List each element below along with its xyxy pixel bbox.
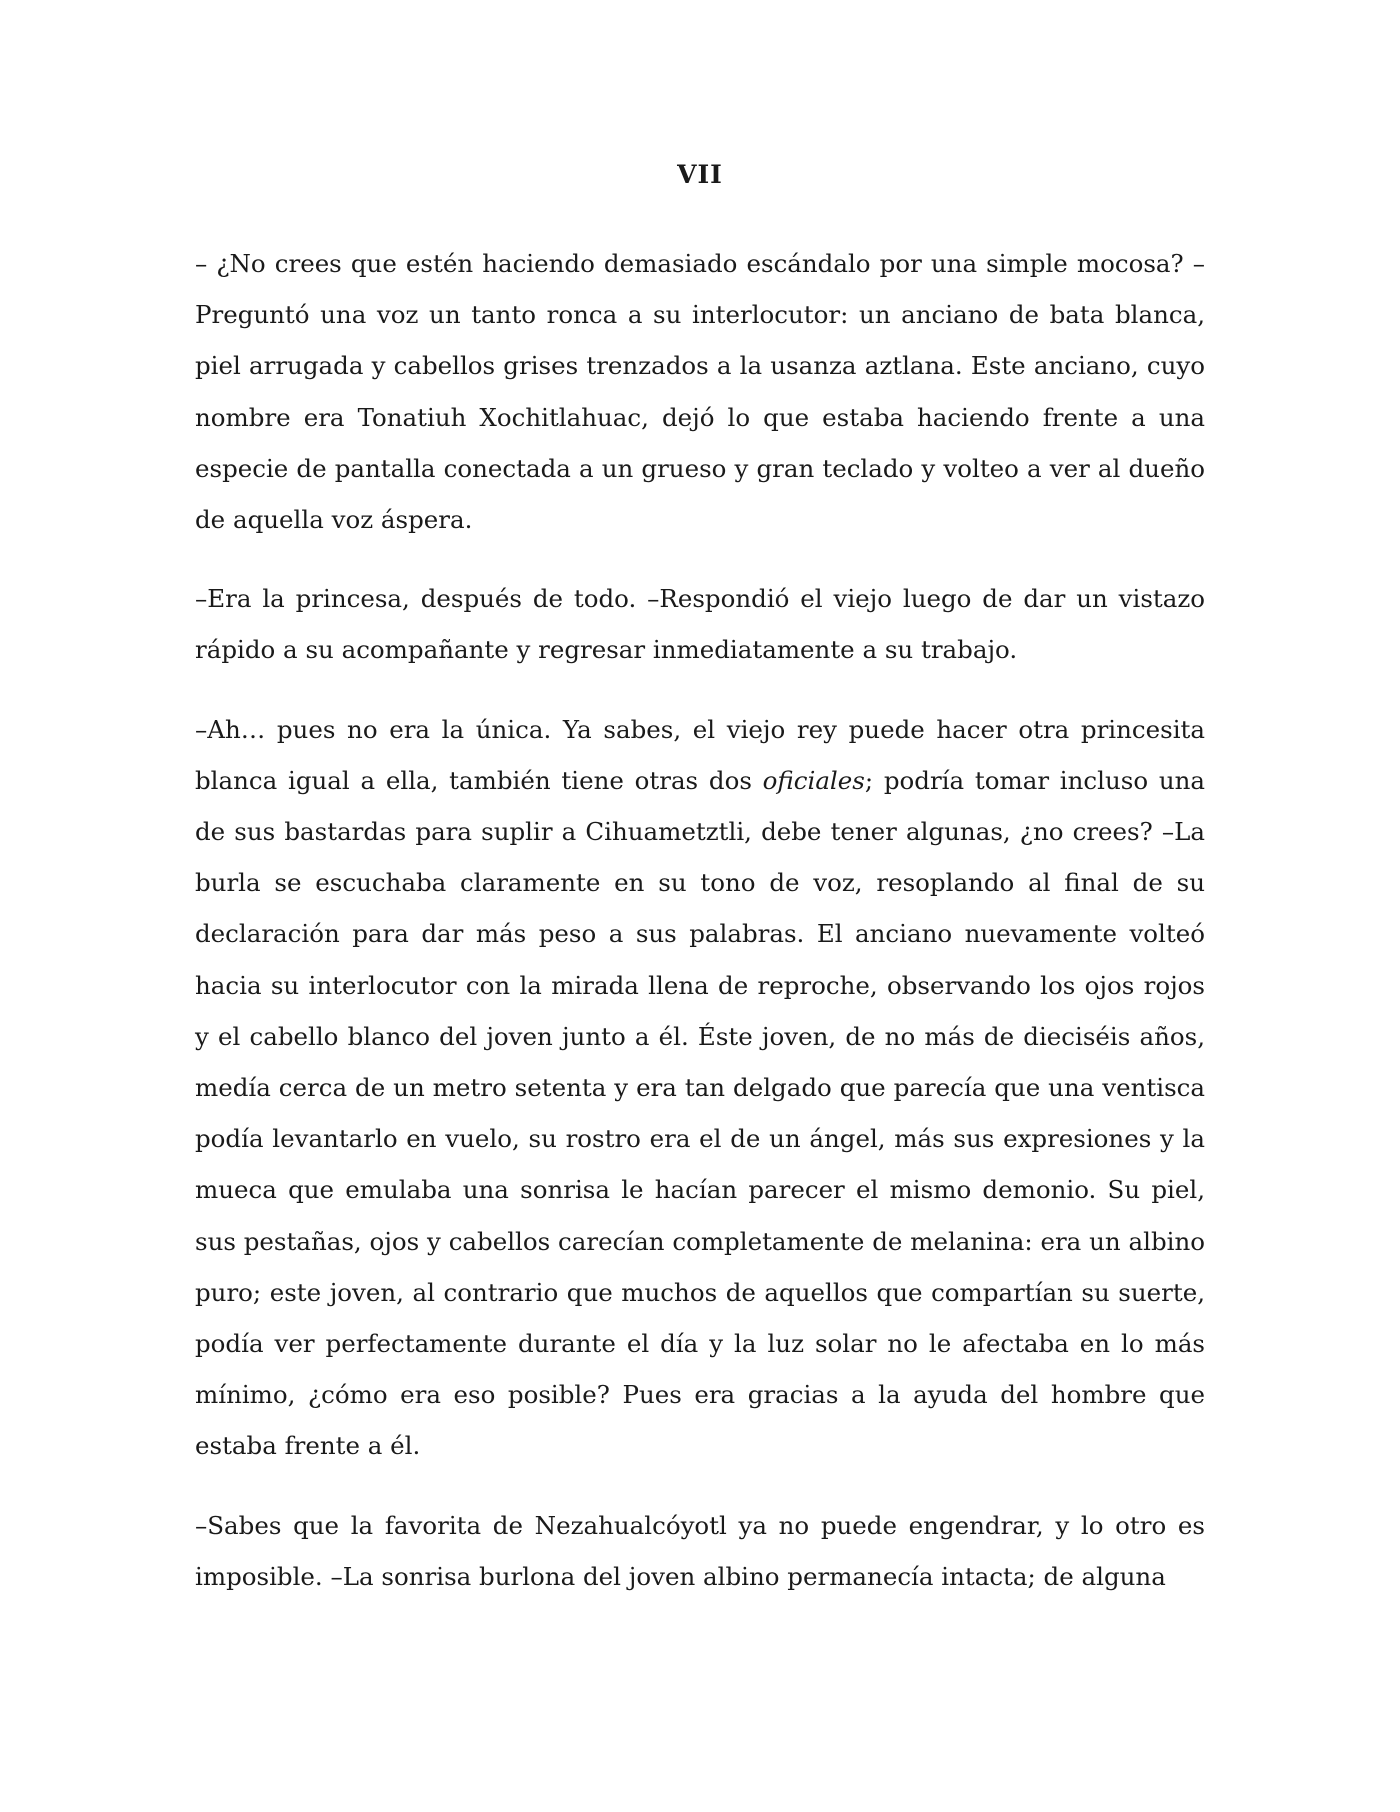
paragraph-2: –Era la princesa, después de todo. –Respondió el viejo luego de dar un vistazo rápido a su acompañante y regresar inmediatamente a su trabajo. xyxy=(195,584,1205,665)
paragraph-3-after: ; podría tomar incluso una de sus bastardas para suplir a Cihuametztli, debe tener algunas, ¿no crees? –La burla se escuchaba claramente en su tono de voz, resoplando al final de su declaración para dar más peso a sus palabras. El anciano nuevamente volteó hacia su interlocutor con la mirada llena de reproche, observando los ojos rojos y el cabello blanco del joven junto a él. Éste joven, de no más de dieciséis años, medía cerca de un metro setenta y era tan delgado que parecía que una ventisca podía levantarlo en vuelo, su rostro era el de un ángel, más sus expresiones y la mueca que emulaba una sonrisa le hacían parecer el mismo demonio. Su piel, sus pestañas, ojos y cabellos carecían completamente de melanina: era un albino puro; este joven, al contrario que muchos de aquellos que compartían su suerte, podía ver perfectamente durante el día y la luz solar no le afectaba en lo más mínimo, ¿cómo era eso posible? Pues era gracias a la ayuda del hombre que estaba frente a él. xyxy=(195,765,1205,1461)
chapter-title: VII xyxy=(677,160,723,189)
paragraph-1: – ¿No crees que estén haciendo demasiado escándalo por una simple mocosa? –Preguntó una voz un tanto ronca a su interlocutor: un anciano de bata blanca, piel arrugada y cabellos grises trenzados a la usanza aztlana. Este anciano, cuyo nombre era Tonatiuh Xochitlahuac, dejó lo que estaba haciendo frente a una especie de pantalla conectada a un grueso y gran teclado y volteo a ver al dueño de aquella voz áspera. xyxy=(195,249,1205,535)
paragraph-3-italic: oficiales xyxy=(762,765,865,795)
paragraph-3 xyxy=(195,704,1205,1472)
body-text xyxy=(195,238,1205,1630)
paragraph-4: –Sabes que la favorita de Nezahualcóyotl ya no puede engendrar, y lo otro es imposible. –La sonrisa burlona del joven albino permanecía intacta; de alguna xyxy=(195,1510,1205,1591)
paragraph-3-before: –Ah… pues no era la única. Ya sabes, el viejo rey puede hacer otra princesita blanca igual a ella, también tiene otras dos xyxy=(195,714,1205,795)
